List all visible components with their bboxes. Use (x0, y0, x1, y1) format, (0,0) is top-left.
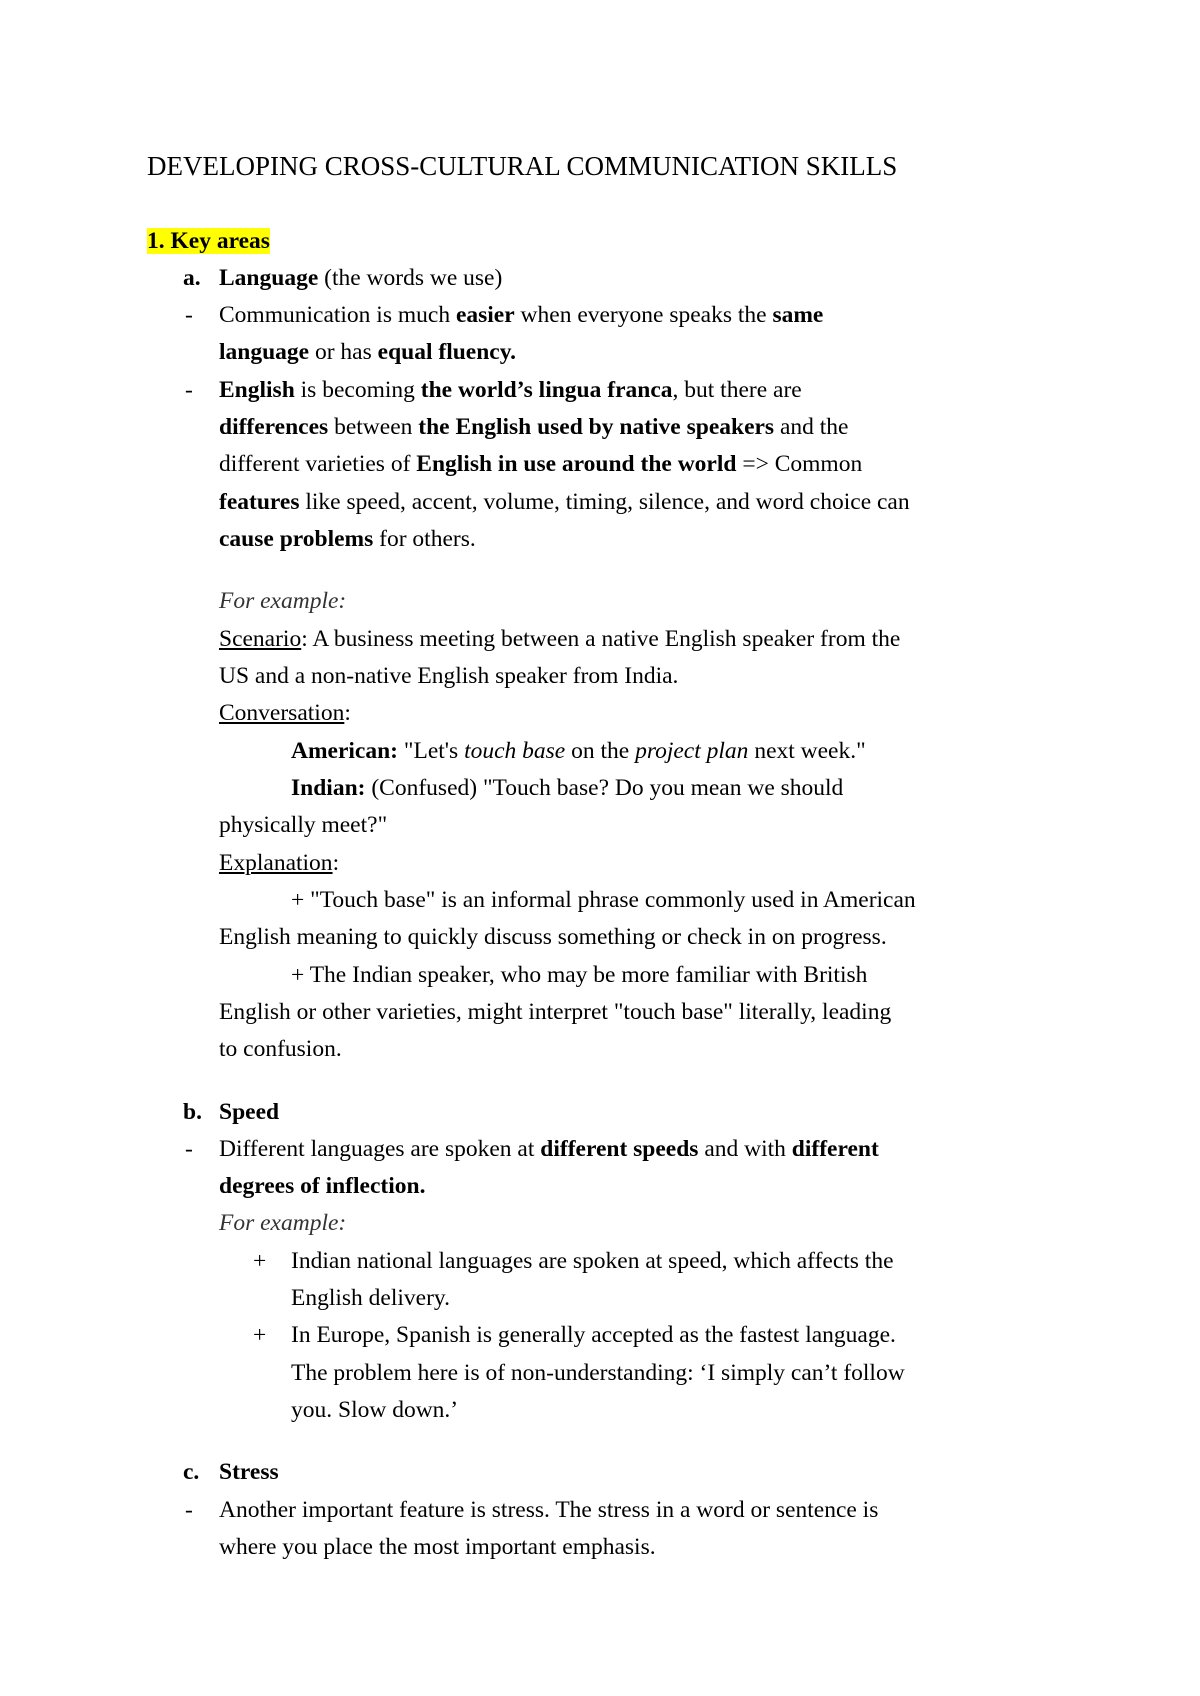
text-run: Communication is much (219, 302, 456, 328)
example-intro (219, 586, 346, 616)
paragraph-line (219, 412, 848, 442)
bold-run: different speeds (540, 1136, 699, 1162)
text-run: : A business meeting between a native English speaker from the (301, 626, 901, 652)
subheading-note: (the words we use) (318, 265, 503, 291)
italic-run: touch base (464, 738, 566, 764)
bullet-dash: - (185, 1497, 193, 1523)
paragraph-line (219, 1532, 656, 1562)
text-run: + The Indian speaker, who may be more familiar with British (291, 962, 868, 988)
bold-run: degrees of inflection. (219, 1173, 426, 1199)
list-marker-c: c. (183, 1459, 200, 1485)
bold-run: features (219, 489, 300, 515)
italic-run: For example: (219, 1210, 347, 1236)
explanation-line (219, 848, 339, 878)
text-run: US and a non-native English speaker from India. (219, 663, 679, 689)
subheading-language (219, 263, 502, 293)
paragraph-line (219, 524, 476, 554)
page-title: DEVELOPING CROSS-CULTURAL COMMUNICATION SKILLS (147, 151, 898, 181)
paragraph-line (219, 1134, 879, 1164)
paragraph-line (219, 997, 891, 1027)
text-run: Indian national languages are spoken at speed, which affects the (291, 1248, 894, 1274)
bold-run: English in use around the world (416, 451, 737, 477)
list-marker-a: a. (183, 265, 201, 291)
text-run: is becoming (294, 377, 421, 403)
text-run: : (344, 700, 351, 726)
paragraph-line (291, 1320, 896, 1350)
text-run: Another important feature is stress. The stress in a word or sentence is (219, 1497, 879, 1523)
scenario-line (219, 624, 900, 654)
section-heading (147, 226, 270, 256)
text-run: when everyone speaks the (514, 302, 773, 328)
list-marker-b: b. (183, 1099, 202, 1125)
highlighted-heading: 1. Key areas (147, 228, 270, 254)
paragraph-line (219, 337, 516, 367)
italic-run: For example: (219, 588, 347, 614)
bold-run: English (219, 377, 295, 403)
paragraph-line (219, 375, 802, 405)
underlined-label: Explanation (219, 850, 333, 876)
text-run: "Let's (398, 738, 465, 764)
bullet-dash: - (185, 302, 193, 328)
bold-run: different (791, 1136, 879, 1162)
text-run: physically meet?" (219, 812, 388, 838)
subheading-stress (219, 1457, 279, 1487)
text-run: to confusion. (219, 1036, 342, 1062)
paragraph-line (219, 1034, 342, 1064)
paragraph-line (219, 661, 678, 691)
text-run: , but there are (672, 377, 802, 403)
paragraph-line (291, 1283, 450, 1313)
paragraph-line (291, 960, 867, 990)
subheading-speed (219, 1097, 279, 1127)
subheading-label: Stress (219, 1459, 279, 1485)
bullet-dash: - (185, 377, 193, 403)
text-run: (Confused) "Touch base? Do you mean we should (365, 775, 844, 801)
conversation-line (219, 698, 351, 728)
paragraph-line (291, 885, 916, 915)
paragraph-line (219, 300, 823, 330)
plus-bullet: + (253, 1248, 267, 1274)
text-run: for others. (373, 526, 476, 552)
paragraph-line (219, 922, 887, 952)
bold-run: cause problems (219, 526, 374, 552)
paragraph-line (219, 487, 910, 517)
bold-run: equal fluency. (377, 339, 517, 365)
subheading-label: Speed (219, 1099, 280, 1125)
text-run: on the (565, 738, 636, 764)
bold-run: language (219, 339, 310, 365)
paragraph-line (219, 1171, 425, 1201)
text-run: Different languages are spoken at (219, 1136, 541, 1162)
speaker-label: American: (291, 738, 399, 764)
text-run: English meaning to quickly discuss something or check in on progress. (219, 924, 887, 950)
text-run: and the (774, 414, 849, 440)
bold-run: the English used by native speakers (418, 414, 775, 440)
subheading-label: Language (219, 265, 319, 291)
text-run: you. Slow down.’ (291, 1397, 459, 1423)
paragraph-line (219, 1495, 878, 1525)
text-run: where you place the most important emphasis. (219, 1534, 656, 1560)
text-run: like speed, accent, volume, timing, silence, and word choice can (299, 489, 910, 515)
text-run: next week." (748, 738, 866, 764)
bold-run: the world’s lingua franca (420, 377, 673, 403)
bold-run: same (772, 302, 824, 328)
text-run: and with (698, 1136, 792, 1162)
text-run: English delivery. (291, 1285, 451, 1311)
text-run: The problem here is of non-understanding: ‘I simply can’t follow (291, 1360, 905, 1386)
bold-run: easier (455, 302, 515, 328)
paragraph-line (219, 449, 862, 479)
text-run: different varieties of (219, 451, 417, 477)
bold-run: differences (219, 414, 329, 440)
paragraph-line (291, 1395, 458, 1425)
text-run: or has (309, 339, 378, 365)
underlined-label: Conversation (219, 700, 345, 726)
text-run: => Common (736, 451, 863, 477)
underlined-label: Scenario (219, 626, 302, 652)
text-run: In Europe, Spanish is generally accepted as the fastest language. (291, 1322, 896, 1348)
speaker-label: Indian: (291, 775, 366, 801)
paragraph-line (291, 1246, 894, 1276)
plus-bullet: + (253, 1322, 267, 1348)
example-intro (219, 1208, 346, 1238)
text-run: + "Touch base" is an informal phrase commonly used in American (291, 887, 916, 913)
paragraph-line (291, 1358, 905, 1388)
italic-run: project plan (635, 738, 749, 764)
paragraph-line (219, 810, 387, 840)
text-run: : (332, 850, 340, 876)
text-run: between (328, 414, 419, 440)
dialogue-indian (291, 773, 843, 803)
bullet-dash: - (185, 1136, 193, 1162)
dialogue-american (291, 736, 866, 766)
text-run: English or other varieties, might interpret "touch base" literally, leading (219, 999, 892, 1025)
